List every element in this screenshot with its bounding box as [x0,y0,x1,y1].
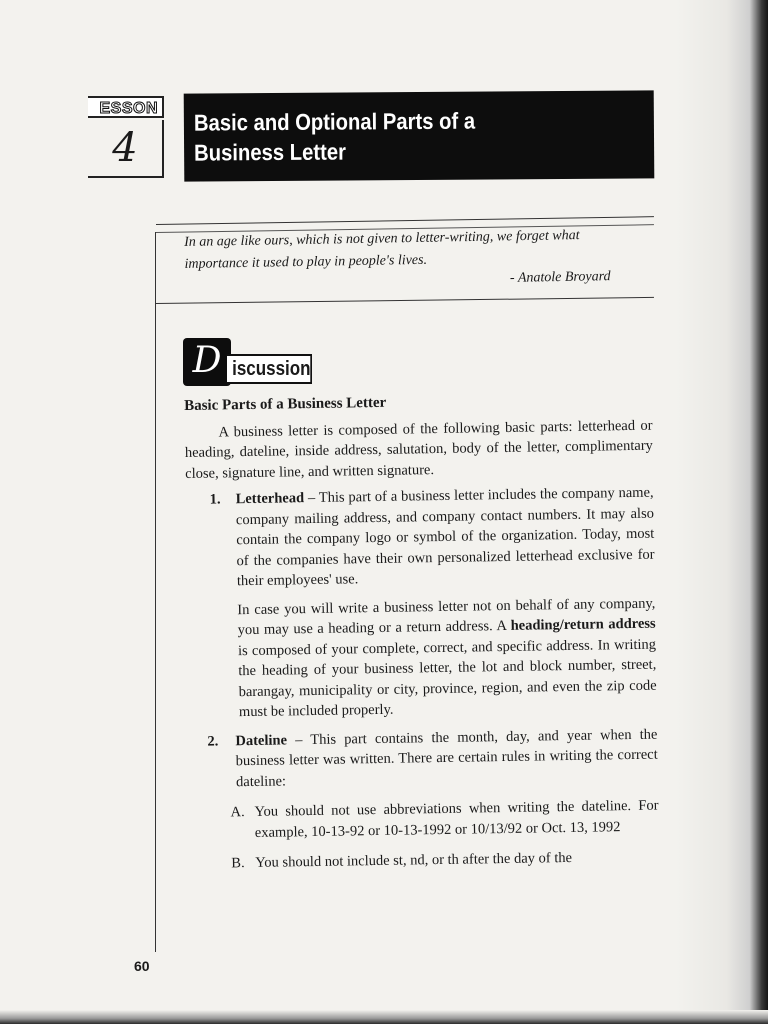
discussion-heading-logo [183,338,329,386]
intro-paragraph: A business letter is composed of the following basic parts: letterhead or heading, dateline, inside address, salutation, body of the letter, complimentary close, signature line, and written signature. [184,417,653,482]
lesson-title-line-2: Business Letter [194,138,347,166]
item-number: 2. [207,733,219,750]
item-text: – This part contains the month, day, and year when the business letter was written. There are certain rules in writing the correct dateline: [235,726,658,790]
para-text-1: In case you will write a business letter not on behalf of any company, you may use a heading or a return address. A [237,595,656,639]
rule-letter: B. [231,855,245,872]
rule-b [191,847,659,875]
item-term: Letterhead [235,490,305,508]
discussion-initial: D [183,338,231,386]
epigraph-quote: In an age like ours, which is not given to letter-writing, we forget what importance it used to play in people's lives. [184,228,580,272]
page-number: 60 [134,958,150,974]
discussion-word: iscussion [227,354,312,384]
page-bottom-edge [0,1010,768,1024]
rule-a [190,796,659,844]
item-text: – This part of a business letter includes the company name, company mailing address, and company contact numbers. It may also contain the company logo or symbol of the organization. Today, most of the companies have their own personalized letterhead exclusive for their employees' use. [235,484,655,590]
lesson-label: ESSON [88,96,164,118]
lesson-number: 4 [88,120,164,178]
lesson-badge [88,96,166,180]
lesson-title-line-1: Basic and Optional Parts of a [193,107,476,136]
list-item-dateline [189,724,658,793]
epigraph-author: - Anatole Broyard [509,269,611,286]
list-item-letterhead [185,483,655,593]
rule-text: You should not use abbreviations when writing the dateline. For example, 10-13-92 or 10-13-1992 or 10/13/92 or Oct. 13, 1992 [254,797,659,841]
item-number: 1. [209,491,221,508]
lesson-title [184,90,655,181]
section-heading: Basic Parts of a Business Letter [184,394,387,414]
para-bold-term: heading/return address [510,615,656,634]
item-term: Dateline [235,731,288,749]
para-text-2: is composed of your complete, correct, and specific address. In writing the heading of your business letter, the lot and block number, street, barangay, municipality or city, province, region, and even the zip code must be included properly. [237,636,657,721]
frame-top-rule [156,216,654,225]
letterhead-second-paragraph [187,593,657,723]
rule-text: You should not include st, nd, or th after the day of the [255,849,573,871]
rule-letter: A. [230,804,245,821]
frame-left-rule [155,232,156,952]
lesson-body [184,389,659,875]
book-binding-edge [676,0,768,1024]
epigraph-divider [156,297,654,304]
